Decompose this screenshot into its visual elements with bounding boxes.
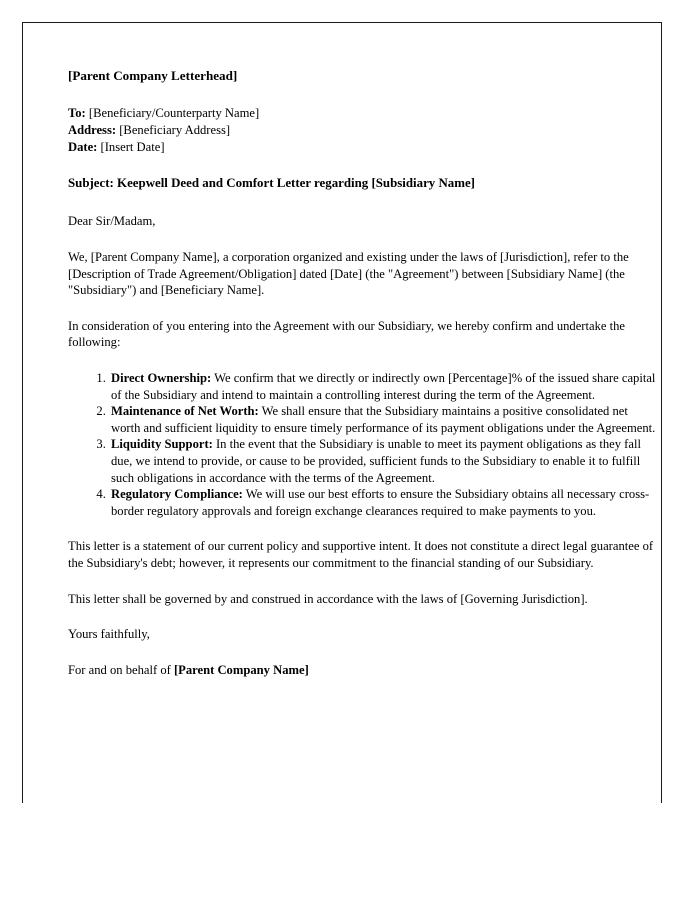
recipient-line-to bbox=[68, 105, 658, 122]
recipient-block bbox=[68, 105, 658, 155]
disclaimer-paragraph: This letter is a statement of our current policy and supportive intent. It does not constitute a direct legal guarantee of the Subsidiary's debt; however, it represents our commitment to the financial standing of our Subsidiary. bbox=[68, 539, 654, 570]
undertaking-title: Maintenance of Net Worth: bbox=[111, 404, 259, 419]
undertaking-text: We will use our best efforts to ensure the Subsidiary obtains all necessary cross-border regulatory approvals and foreign exchange clearances required to make payments to you. bbox=[111, 487, 650, 518]
salutation: Dear Sir/Madam, bbox=[68, 213, 156, 228]
list-item bbox=[109, 403, 658, 436]
undertaking-text: In the event that the Subsidiary is unable to meet its payment obligations as they fall due, we intend to provide, or cause to be provided, sufficient funds to the Subsidiary to enable it to fulfill such obligations in accordance with the terms of the Agreement. bbox=[111, 437, 641, 485]
behalf-prefix: For and on behalf of bbox=[68, 662, 174, 677]
recipient-value-to: [Beneficiary/Counterparty Name] bbox=[88, 106, 260, 121]
behalf-company: [Parent Company Name] bbox=[173, 662, 309, 677]
undertakings-list bbox=[68, 370, 658, 519]
letterhead: [Parent Company Letterhead] bbox=[68, 68, 238, 83]
list-item bbox=[109, 436, 658, 486]
undertaking-title: Regulatory Compliance: bbox=[111, 487, 243, 502]
list-item bbox=[109, 486, 658, 519]
signoff: Yours faithfully, bbox=[68, 627, 150, 642]
governing-law-paragraph: This letter shall be governed by and construed in accordance with the laws of [Governing Jurisdiction]. bbox=[68, 591, 588, 606]
undertaking-text: We confirm that we directly or indirectly own [Percentage]% of the issued share capital of the Subsidiary and intend to maintain a controlling interest during the term of the Agreement. bbox=[111, 370, 656, 402]
consideration-paragraph: In consideration of you entering into the Agreement with our Subsidiary, we hereby confirm and undertake the following: bbox=[68, 318, 625, 350]
undertaking-text: We shall ensure that the Subsidiary maintains a positive consolidated net worth and sufficient liquidity to ensure timely performance of its payment obligations under the Agreement. bbox=[111, 404, 656, 435]
list-item bbox=[109, 370, 658, 403]
document-page bbox=[22, 22, 662, 803]
subject-line: Subject: Keepwell Deed and Comfort Letter regarding [Subsidiary Name] bbox=[68, 176, 475, 191]
recipient-label-address: Address: bbox=[68, 123, 117, 137]
recipient-line-date bbox=[68, 139, 658, 156]
document-body bbox=[68, 68, 658, 678]
recipient-label-to: To: bbox=[68, 106, 86, 121]
recipient-value-address: [Beneficiary Address] bbox=[119, 123, 231, 137]
recipient-line-address bbox=[68, 122, 658, 139]
undertaking-title: Liquidity Support: bbox=[111, 437, 213, 452]
recipient-value-date: [Insert Date] bbox=[100, 139, 165, 154]
behalf-line bbox=[68, 662, 658, 678]
recital-paragraph: We, [Parent Company Name], a corporation organized and existing under the laws of [Jurisdiction], refer to the [Description of Trade Agreement/Obligation] dated [Date] (the "Agreement") between [Subsidiary Name] (the "Subsidiary") and [Beneficiary Name]. bbox=[68, 250, 629, 298]
recipient-label-date: Date: bbox=[68, 139, 98, 154]
undertaking-title: Direct Ownership: bbox=[111, 370, 212, 385]
